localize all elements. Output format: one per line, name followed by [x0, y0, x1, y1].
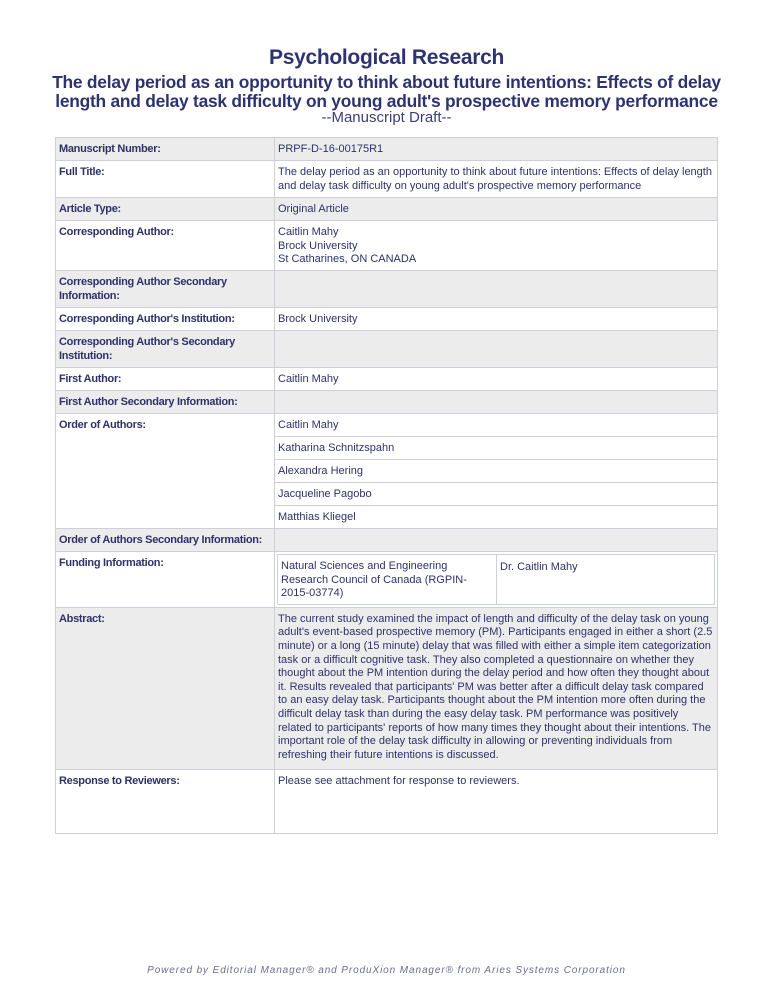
- journal-name: Psychological Research: [268, 46, 504, 69]
- value-manuscript-number: PRPF-D-16-00175R1: [275, 138, 718, 161]
- label-first-author: First Author:: [56, 368, 275, 391]
- row-full-title: [56, 161, 718, 198]
- row-response-to-reviewers: [56, 769, 718, 833]
- row-first-author: [56, 368, 718, 391]
- label-funding: Funding Information:: [56, 552, 275, 608]
- author-item: Matthias Kliegel: [275, 506, 718, 529]
- row-manuscript-number: [56, 138, 718, 161]
- corresponding-author-university: Brock University: [278, 239, 358, 252]
- footer-credit: Powered by Editorial Manager® and ProduXion Manager® from Aries Systems Corporation: [147, 965, 626, 976]
- row-corresponding-author: [56, 221, 718, 271]
- row-funding: [56, 552, 718, 608]
- row-corresponding-institution: [56, 308, 718, 331]
- value-first-author: Caitlin Mahy: [275, 368, 718, 391]
- value-corresponding-author: [275, 221, 718, 271]
- value-article-type: Original Article: [275, 198, 718, 221]
- label-order-of-authors: Order of Authors:: [56, 414, 275, 529]
- manuscript-title: The delay period as an opportunity to think about future intentions: Effects of delay length and delay task difficulty on young adult's prospective memory performance: [52, 72, 721, 111]
- row-article-type: [56, 198, 718, 221]
- author-item: Alexandra Hering: [275, 460, 718, 483]
- funding-table: [277, 554, 715, 605]
- label-corresponding-author: Corresponding Author:: [56, 221, 275, 271]
- value-order-of-authors-secondary: [275, 529, 718, 552]
- corresponding-author-name: Caitlin Mahy: [278, 226, 339, 238]
- value-corresponding-author-secondary: [275, 271, 718, 308]
- corresponding-author-location: St Catharines, ON CANADA: [278, 253, 417, 266]
- label-response-to-reviewers: Response to Reviewers:: [56, 769, 275, 833]
- row-corresponding-author-secondary: [56, 271, 718, 308]
- value-full-title: The delay period as an opportunity to think about future intentions: Effects of delay length and delay task difficulty on young adult's prospective memory performance: [275, 161, 718, 198]
- funding-recipient: Dr. Caitlin Mahy: [497, 555, 715, 605]
- label-abstract: Abstract:: [56, 607, 275, 769]
- label-article-type: Article Type:: [56, 198, 275, 221]
- manuscript-info-table: [55, 137, 718, 834]
- funding-funder: Natural Sciences and Engineering Research Council of Canada (RGPIN-2015-03774): [278, 555, 497, 605]
- row-corresponding-institution-secondary: [56, 331, 718, 368]
- row-order-of-authors: [56, 414, 718, 437]
- label-corresponding-institution-secondary: Corresponding Author's Secondary Institution:: [56, 331, 275, 368]
- value-corresponding-institution: Brock University: [275, 308, 718, 331]
- label-full-title: Full Title:: [56, 161, 275, 198]
- row-first-author-secondary: [56, 391, 718, 414]
- value-response-to-reviewers: Please see attachment for response to reviewers.: [275, 769, 718, 833]
- label-corresponding-author-secondary: Corresponding Author Secondary Information:: [56, 271, 275, 308]
- value-corresponding-institution-secondary: [275, 331, 718, 368]
- value-funding: [275, 552, 718, 608]
- row-abstract: [56, 607, 718, 769]
- draft-label: --Manuscript Draft--: [321, 109, 452, 126]
- label-manuscript-number: Manuscript Number:: [56, 138, 275, 161]
- author-item: Katharina Schnitzspahn: [275, 437, 718, 460]
- value-abstract: The current study examined the impact of length and difficulty of the delay task on young adult's event-based prospective memory (PM). Participants engaged in either a short (2.5 minute) or a long (15 minute) delay that was filled with either a simple item categorization task or a difficult cognitive task. They also completed a questionnaire on whether they thought about the PM intention during the delay period and how often they thought about it. Results revealed that participants' PM was better after a difficult delay task compared to an easy delay task. Participants thought about the PM intention more often during the difficult delay task than during the easy delay task. PM performance was positively related to participants' reports of how many times they thought about their intentions. The important role of the delay task difficulty in allowing or preventing individuals from refreshing their future intentions is discussed.: [275, 607, 718, 769]
- value-first-author-secondary: [275, 391, 718, 414]
- row-order-of-authors-secondary: [56, 529, 718, 552]
- author-item: Caitlin Mahy: [275, 414, 718, 437]
- label-first-author-secondary: First Author Secondary Information:: [56, 391, 275, 414]
- label-order-of-authors-secondary: Order of Authors Secondary Information:: [56, 529, 275, 552]
- label-corresponding-institution: Corresponding Author's Institution:: [56, 308, 275, 331]
- author-item: Jacqueline Pagobo: [275, 483, 718, 506]
